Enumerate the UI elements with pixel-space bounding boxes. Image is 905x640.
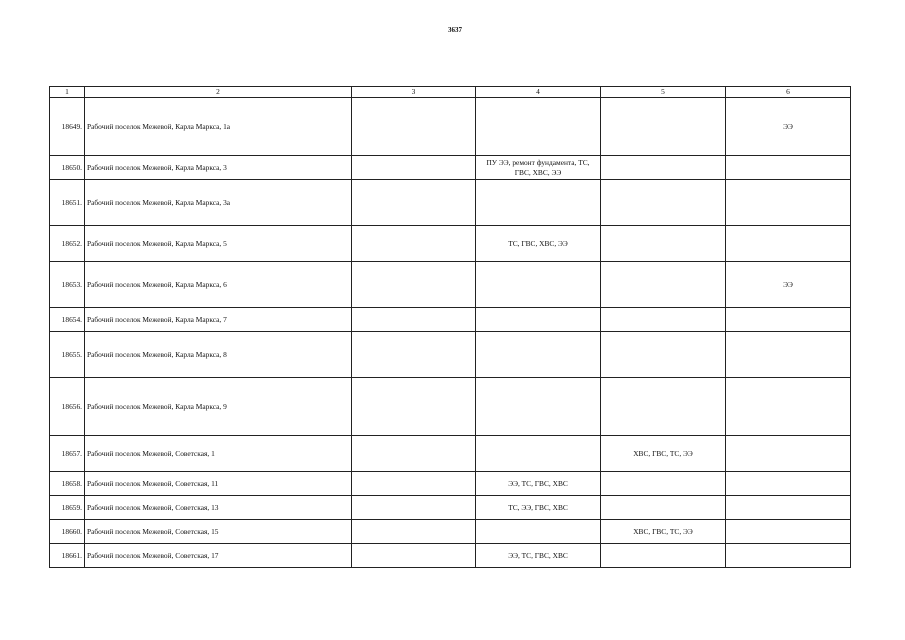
table-row — [50, 226, 851, 262]
row-address: Рабочий поселок Межевой, Советская, 1 — [85, 436, 352, 472]
row-col6: ЭЭ — [726, 98, 851, 156]
row-col5 — [601, 262, 726, 308]
table-row — [50, 98, 851, 156]
row-col4 — [476, 180, 601, 226]
table-row — [50, 544, 851, 568]
row-col6 — [726, 378, 851, 436]
address-table — [49, 86, 851, 568]
row-address: Рабочий поселок Межевой, Советская, 13 — [85, 496, 352, 520]
row-col3 — [352, 520, 476, 544]
row-number: 18654. — [50, 308, 85, 332]
row-number: 18659. — [50, 496, 85, 520]
row-col5 — [601, 308, 726, 332]
table-header-row — [50, 87, 851, 98]
row-col4: ЭЭ, ТС, ГВС, ХВС — [476, 544, 601, 568]
row-number: 18652. — [50, 226, 85, 262]
row-col3 — [352, 308, 476, 332]
row-col6 — [726, 436, 851, 472]
row-address: Рабочий поселок Межевой, Карла Маркса, 1а — [85, 98, 352, 156]
table-row — [50, 332, 851, 378]
row-col4 — [476, 378, 601, 436]
row-col6 — [726, 496, 851, 520]
column-header: 4 — [476, 87, 601, 98]
row-col5 — [601, 180, 726, 226]
row-address: Рабочий поселок Межевой, Карла Маркса, 8 — [85, 332, 352, 378]
column-header: 1 — [50, 87, 85, 98]
row-address: Рабочий поселок Межевой, Карла Маркса, 3а — [85, 180, 352, 226]
row-col6 — [726, 520, 851, 544]
column-header: 6 — [726, 87, 851, 98]
row-address: Рабочий поселок Межевой, Карла Маркса, 3 — [85, 156, 352, 180]
row-col5 — [601, 332, 726, 378]
table-row — [50, 378, 851, 436]
column-header: 3 — [352, 87, 476, 98]
row-col6 — [726, 180, 851, 226]
row-col6 — [726, 156, 851, 180]
row-col6: ЭЭ — [726, 262, 851, 308]
row-col3 — [352, 544, 476, 568]
row-col5 — [601, 226, 726, 262]
row-col3 — [352, 496, 476, 520]
table-row — [50, 262, 851, 308]
row-col5 — [601, 472, 726, 496]
row-address: Рабочий поселок Межевой, Советская, 15 — [85, 520, 352, 544]
row-address: Рабочий поселок Межевой, Советская, 11 — [85, 472, 352, 496]
row-col6 — [726, 332, 851, 378]
page-number: 3637 — [448, 26, 462, 34]
row-col4 — [476, 436, 601, 472]
row-address: Рабочий поселок Межевой, Карла Маркса, 7 — [85, 308, 352, 332]
row-address: Рабочий поселок Межевой, Карла Маркса, 5 — [85, 226, 352, 262]
row-col3 — [352, 262, 476, 308]
table-row — [50, 496, 851, 520]
row-col5 — [601, 378, 726, 436]
row-number: 18653. — [50, 262, 85, 308]
row-col3 — [352, 378, 476, 436]
row-col3 — [352, 472, 476, 496]
row-address: Рабочий поселок Межевой, Советская, 17 — [85, 544, 352, 568]
row-address: Рабочий поселок Межевой, Карла Маркса, 6 — [85, 262, 352, 308]
table-row — [50, 308, 851, 332]
row-col6 — [726, 472, 851, 496]
row-number: 18660. — [50, 520, 85, 544]
row-address: Рабочий поселок Межевой, Карла Маркса, 9 — [85, 378, 352, 436]
row-col6 — [726, 544, 851, 568]
row-col4 — [476, 98, 601, 156]
row-col3 — [352, 156, 476, 180]
row-col3 — [352, 180, 476, 226]
row-number: 18661. — [50, 544, 85, 568]
table-row — [50, 472, 851, 496]
column-header: 2 — [85, 87, 352, 98]
row-col6 — [726, 308, 851, 332]
table-row — [50, 180, 851, 226]
row-col4 — [476, 308, 601, 332]
row-col4 — [476, 520, 601, 544]
row-col5 — [601, 544, 726, 568]
row-col3 — [352, 332, 476, 378]
row-col4 — [476, 262, 601, 308]
row-col4: ТС, ГВС, ХВС, ЭЭ — [476, 226, 601, 262]
row-col4: ЭЭ, ТС, ГВС, ХВС — [476, 472, 601, 496]
table-row — [50, 156, 851, 180]
row-col5 — [601, 156, 726, 180]
row-number: 18656. — [50, 378, 85, 436]
row-col3 — [352, 98, 476, 156]
row-col4 — [476, 332, 601, 378]
row-number: 18651. — [50, 180, 85, 226]
row-number: 18655. — [50, 332, 85, 378]
row-col5 — [601, 496, 726, 520]
column-header: 5 — [601, 87, 726, 98]
row-col5 — [601, 98, 726, 156]
row-number: 18650. — [50, 156, 85, 180]
row-col3 — [352, 436, 476, 472]
table-row — [50, 520, 851, 544]
row-number: 18658. — [50, 472, 85, 496]
row-col5: ХВС, ГВС, ТС, ЭЭ — [601, 436, 726, 472]
row-col5: ХВС, ГВС, ТС, ЭЭ — [601, 520, 726, 544]
row-col4: ПУ ЭЭ, ремонт фундамента, ТС, ГВС, ХВС, ЭЭ — [476, 156, 601, 180]
table-row — [50, 436, 851, 472]
row-col3 — [352, 226, 476, 262]
row-col4: ТС, ЭЭ, ГВС, ХВС — [476, 496, 601, 520]
row-number: 18657. — [50, 436, 85, 472]
row-col6 — [726, 226, 851, 262]
row-number: 18649. — [50, 98, 85, 156]
